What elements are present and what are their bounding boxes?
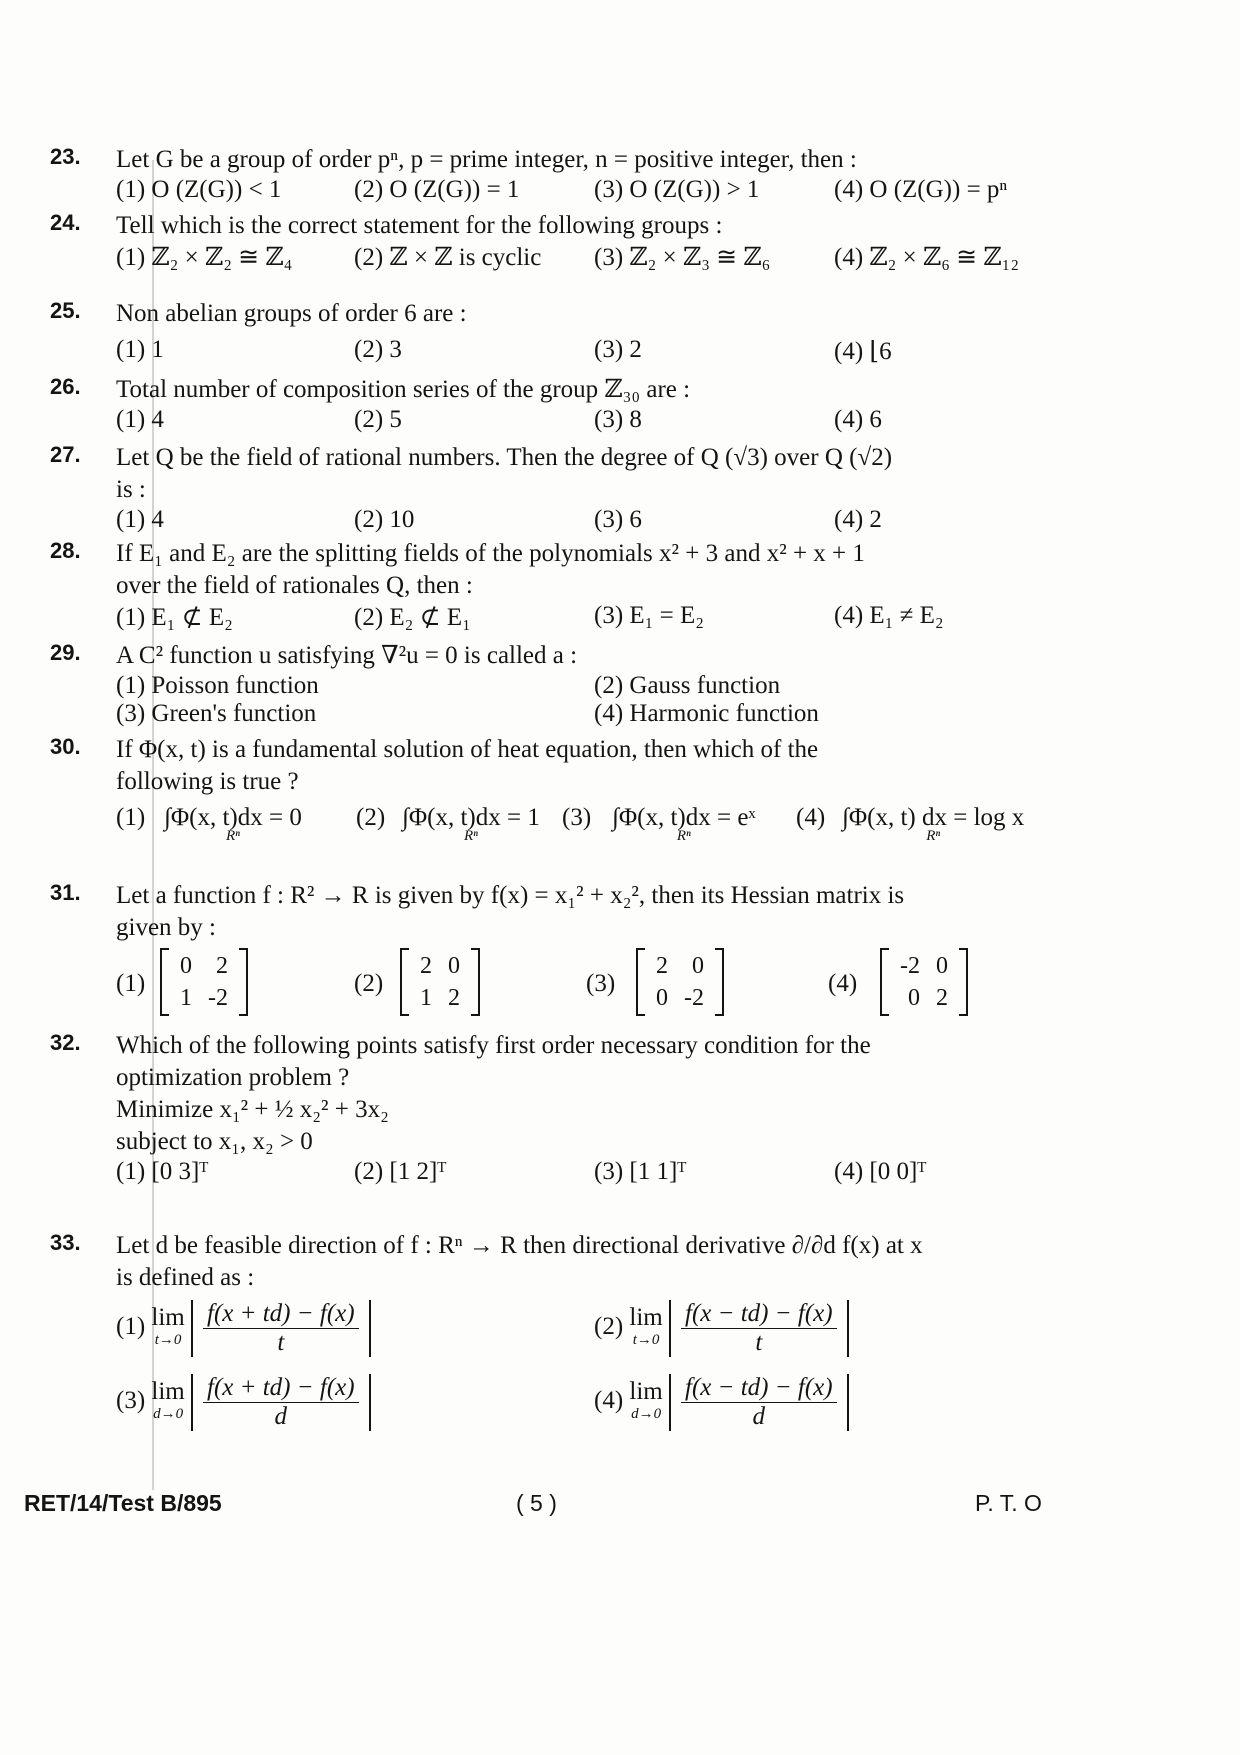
- lim-word: lim: [151, 1377, 185, 1405]
- matrix-cell: 1: [420, 985, 432, 1011]
- option-4: (4) ℤ₂ × ℤ₆ ≅ ℤ₁₂: [834, 244, 1020, 271]
- question-number: 30.: [50, 734, 81, 759]
- options: [116, 242, 1060, 274]
- test-code: RET/14/Test B/895: [24, 1490, 222, 1516]
- matrix-cell: 2: [420, 953, 432, 979]
- matrix-cell: 0: [908, 985, 920, 1011]
- question-text: Which of the following points satisfy first order necessary condition for the: [116, 1032, 871, 1059]
- option-1: (1) Poisson function: [116, 672, 319, 699]
- numerator: f(x − td) − f(x): [681, 1374, 837, 1403]
- option-2-label: (2): [354, 970, 384, 997]
- question-text: If E₁ and E₂ are the splitting fields of the polynomials x² + 3 and x² + x + 1: [116, 540, 865, 567]
- option-4: (4) [0 0]ᵀ: [834, 1158, 927, 1185]
- matrix-cell: 0: [692, 953, 704, 979]
- limit: [629, 1303, 663, 1351]
- numerator: f(x + td) − f(x): [203, 1374, 359, 1403]
- option-4-label: (4): [796, 804, 826, 831]
- limit: [151, 1303, 185, 1351]
- options: [116, 176, 1060, 208]
- limit-subscript: d→0: [631, 1405, 662, 1422]
- option-3-label: (3): [586, 970, 616, 997]
- option-4-matrix: [880, 948, 968, 1016]
- option-1: [116, 1300, 371, 1357]
- option-3: (3) O (Z(G)) > 1: [594, 176, 760, 203]
- option-2-matrix: [400, 948, 480, 1016]
- option-1: (1) 4: [116, 406, 164, 433]
- options-row-2: [116, 1374, 1060, 1448]
- option-4: (4) 2: [834, 506, 882, 533]
- question-number: 32.: [50, 1030, 81, 1055]
- question-text: If Φ(x, t) is a fundamental solution of heat equation, then which of the: [116, 736, 819, 763]
- limit: [151, 1377, 185, 1425]
- question-text: Total number of composition series of the group ℤ₃₀ are :: [116, 376, 691, 403]
- question-text-continued: is :: [116, 476, 146, 503]
- matrix-cell: -2: [684, 985, 704, 1011]
- question-text-continued: given by :: [116, 914, 216, 941]
- option-2: (2) 10: [354, 506, 415, 533]
- matrix-cell: 2: [936, 985, 948, 1011]
- option-2: (2) ℤ × ℤ is cyclic: [354, 244, 542, 271]
- option-4-label: (4): [828, 970, 858, 997]
- option-3: (3) 2: [594, 336, 642, 363]
- question-32: [50, 1030, 1060, 1190]
- option-3: (3) Green's function: [116, 700, 317, 727]
- option-3: (3) E₁ = E₂: [594, 602, 704, 629]
- please-turn-over: P. T. O: [975, 1490, 1042, 1516]
- option-4: (4) E₁ ≠ E₂: [834, 602, 944, 629]
- integral-domain: Rⁿ: [463, 828, 478, 844]
- option-2-expression: ∫Φ(x, t)dx = 1: [402, 804, 540, 831]
- limit-subscript: t→0: [154, 1331, 182, 1348]
- question-29: [50, 640, 1060, 728]
- option-4: (4) Harmonic function: [594, 700, 819, 727]
- question-number: 26.: [50, 374, 81, 399]
- fraction: [191, 1374, 371, 1431]
- options: [116, 1158, 1060, 1190]
- question-text: Let d be feasible direction of f : Rⁿ → R then directional derivative ∂/∂d f(x) at x: [116, 1232, 923, 1259]
- matrix-cell: 2: [448, 985, 460, 1011]
- option-2: [594, 1300, 849, 1357]
- integral-domain: Rⁿ: [676, 828, 691, 844]
- question-24: [50, 210, 1060, 274]
- options: [116, 506, 1060, 538]
- question-number: 27.: [50, 442, 81, 467]
- question-text: A C² function u satisfying ∇²u = 0 is called a :: [116, 642, 578, 669]
- question-text: Let Q be the field of rational numbers. Then the degree of Q (√3) over Q (√2): [116, 444, 893, 471]
- integral-domain: Rⁿ: [926, 828, 941, 844]
- matrix-cell: -2: [208, 985, 228, 1011]
- option-3-label: (3): [562, 804, 592, 831]
- option-4: (4) ⌊6: [834, 338, 892, 365]
- numerator: f(x − td) − f(x): [681, 1300, 837, 1329]
- option-1-matrix: [160, 948, 248, 1016]
- question-text-continued: optimization problem ?: [116, 1064, 350, 1091]
- matrix-cell: 0: [656, 985, 668, 1011]
- option-2: (2) Gauss function: [594, 672, 781, 699]
- fraction: [669, 1374, 849, 1431]
- option-4-integral: [842, 804, 1024, 845]
- question-text: Let a function f : R² → R is given by f(x) = x₁² + x₂², then its Hessian matrix is: [116, 882, 905, 909]
- option-1: (1) ℤ₂ × ℤ₂ ≅ ℤ₄: [116, 244, 293, 271]
- denominator: d: [274, 1403, 288, 1430]
- question-27: [50, 442, 1060, 538]
- question-30: [50, 734, 1060, 862]
- limit-subscript: d→0: [153, 1405, 184, 1422]
- option-1: (1) E₁ ⊄ E₂: [116, 604, 233, 631]
- option-label: (2): [594, 1313, 624, 1341]
- option-3-matrix: [636, 948, 724, 1016]
- option-2: (2) E₂ ⊄ E₁: [354, 604, 471, 631]
- question-number: 33.: [50, 1230, 81, 1255]
- options: [116, 602, 1060, 634]
- question-number: 31.: [50, 880, 81, 905]
- options-row-1: [116, 1300, 1060, 1374]
- option-2: (2) 5: [354, 406, 402, 433]
- matrix-cell: 2: [656, 953, 668, 979]
- question-number: 23.: [50, 144, 81, 169]
- option-3-expression: ∫Φ(x, t)dx = eˣ: [612, 804, 756, 831]
- question-number: 25.: [50, 298, 81, 323]
- integral-domain: Rⁿ: [225, 828, 240, 844]
- option-1: (1) 1: [116, 336, 164, 363]
- option-2-label: (2): [356, 804, 386, 831]
- question-33: [50, 1230, 1060, 1448]
- lim-word: lim: [629, 1377, 663, 1405]
- matrix-cell: 0: [936, 953, 948, 979]
- question-text: Tell which is the correct statement for the following groups :: [116, 212, 723, 239]
- question-number: 29.: [50, 640, 81, 665]
- options: [116, 804, 1060, 862]
- question-26: [50, 374, 1060, 438]
- option-3: (3) ℤ₂ × ℤ₃ ≅ ℤ₆: [594, 244, 771, 271]
- option-3: [116, 1374, 371, 1431]
- matrix-cell: 2: [216, 953, 228, 979]
- page-number: ( 5 ): [516, 1490, 557, 1516]
- option-1: (1) [0 3]ᵀ: [116, 1158, 209, 1185]
- question-text-continued: is defined as :: [116, 1264, 255, 1291]
- option-4-expression: ∫Φ(x, t) dx = log x: [842, 804, 1025, 831]
- option-3: (3) 6: [594, 506, 642, 533]
- question-number: 24.: [50, 210, 81, 235]
- option-3: (3) 8: [594, 406, 642, 433]
- question-28: [50, 538, 1060, 634]
- question-number: 28.: [50, 538, 81, 563]
- question-text: Non abelian groups of order 6 are :: [116, 300, 467, 327]
- option-label: (4): [594, 1387, 624, 1415]
- limit-subscript: t→0: [632, 1331, 660, 1348]
- matrix-cell: 1: [180, 985, 192, 1011]
- denominator: t: [277, 1329, 285, 1356]
- option-2-integral: [402, 804, 540, 845]
- matrix-cell: 0: [180, 953, 192, 979]
- question-23: [50, 144, 1060, 208]
- option-4: [594, 1374, 849, 1431]
- question-text-continued: following is true ?: [116, 768, 299, 795]
- option-4: (4) 6: [834, 406, 882, 433]
- option-1-integral: [164, 804, 302, 845]
- lim-word: lim: [629, 1303, 663, 1331]
- option-2: (2) O (Z(G)) = 1: [354, 176, 520, 203]
- matrix-cell: 0: [448, 953, 460, 979]
- fraction: [191, 1300, 371, 1357]
- options: [116, 336, 1060, 368]
- option-1-expression: ∫Φ(x, t)dx = 0: [164, 804, 302, 831]
- option-3: (3) [1 1]ᵀ: [594, 1158, 687, 1185]
- option-1-label: (1): [116, 804, 146, 831]
- options: [116, 948, 1060, 1028]
- options: [116, 406, 1060, 438]
- option-label: (1): [116, 1313, 146, 1341]
- numerator: f(x + td) − f(x): [203, 1300, 359, 1329]
- denominator: d: [752, 1403, 766, 1430]
- question-31: [50, 880, 1060, 1028]
- question-25: [50, 298, 1060, 368]
- option-3-integral: [612, 804, 756, 845]
- matrix-cell: -2: [900, 953, 920, 979]
- fraction: [669, 1300, 849, 1357]
- question-text-continued: over the field of rationales Q, then :: [116, 572, 473, 599]
- options-row-1: [116, 672, 1060, 700]
- option-1: (1) 4: [116, 506, 164, 533]
- option-4: (4) O (Z(G)) = pⁿ: [834, 176, 1008, 203]
- constraint-line: subject to x₁, x₂ > 0: [116, 1128, 313, 1155]
- lim-word: lim: [151, 1303, 185, 1331]
- option-2: (2) 3: [354, 336, 402, 363]
- denominator: t: [755, 1329, 763, 1356]
- option-2: (2) [1 2]ᵀ: [354, 1158, 447, 1185]
- objective-line: Minimize x₁² + ½ x₂² + 3x₂: [116, 1096, 389, 1123]
- options-row-2: [116, 700, 1060, 728]
- limit: [629, 1377, 663, 1425]
- option-1-label: (1): [116, 970, 146, 997]
- question-text: Let G be a group of order pⁿ, p = prime integer, n = positive integer, then :: [116, 146, 857, 173]
- option-1: (1) O (Z(G)) < 1: [116, 176, 282, 203]
- option-label: (3): [116, 1387, 146, 1415]
